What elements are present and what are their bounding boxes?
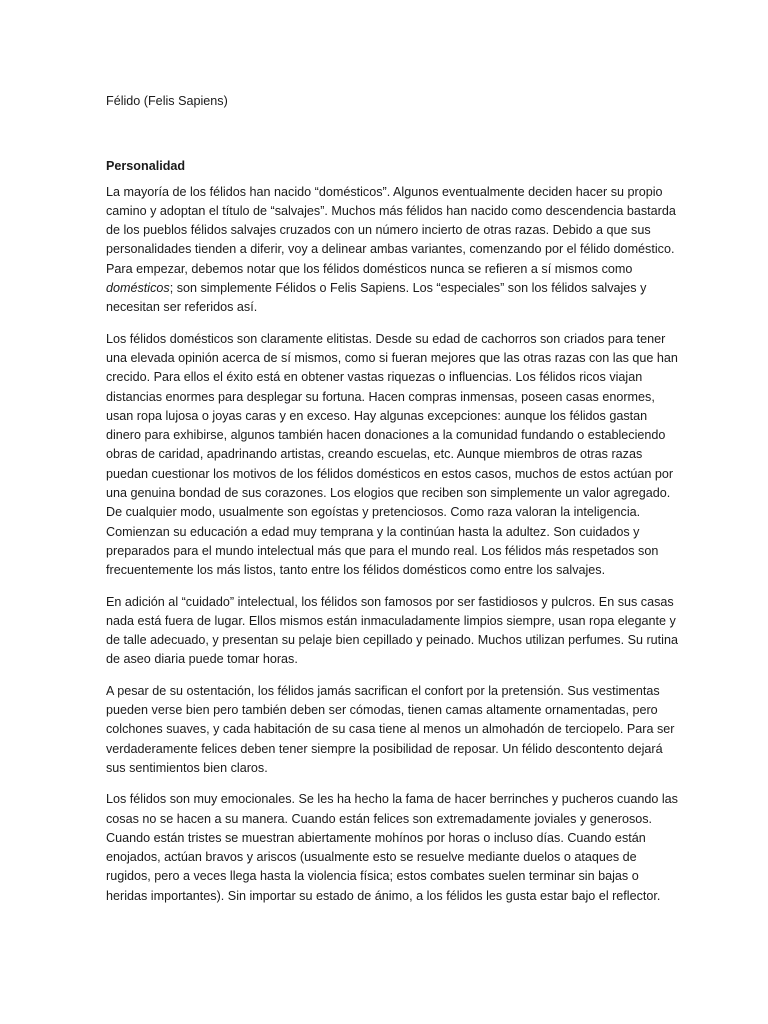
paragraph-1-emphasis: domésticos xyxy=(106,281,170,296)
paragraph-5: Los félidos son muy emocionales. Se les ha hecho la fama de hacer berrinches y pucheros cuando las cosas no se hacen a su manera. Cuando están felices son extremadamente joviales y generosos. Cuando están tristes se muestran abiertamente mohínos por horas o incluso días. Cuando están enojados, actúan bravos y ariscos (usualmente esto se resuelve mediante duelos o ataques de rugidos, pero a veces llega hasta la violencia física; estos combates suelen terminar sin bajas o heridas importantes). Sin importar su estado de ánimo, a los félidos les gusta estar bajo el reflector. xyxy=(106,792,678,903)
paragraph-2: Los félidos domésticos son claramente elitistas. Desde su edad de cachorros son criados para tener una elevada opinión acerca de sí mismos, como si fueran mejores que las otras razas con las que han crecido. Para ellos el éxito está en obtener vastas riquezas o influencias. Los félidos ricos viajan distancias enormes para desplegar su fortuna. Hacen compras inmensas, poseen casas enormes, usan ropa lujosa o joyas caras y en exceso. Hay algunas excepciones: aunque los félidos gastan dinero para exhibirse, algunos también hacen donaciones a la comunidad fundando o estableciendo obras de caridad, apadrinando artistas, creando escuelas, etc. Aunque miembros de otras razas puedan cuestionar los motivos de los félidos domésticos en estos casos, muchos de estos actúan por una genuina bondad de sus corazones. Los elogios que reciben son simplemente un valor agregado. De cualquier modo, usualmente son egoístas y pretenciosos. Como raza valoran la inteligencia. Comienzan su educación a edad muy temprana y la continúan hasta la adultez. Son cuidados y preparados para el mundo intelectual más que para el mundo real. Los félidos más respetados son frecuentemente los más listos, tanto entre los félidos domésticos como entre los salvajes. xyxy=(106,331,678,578)
document-title: Félido (Felis Sapiens) xyxy=(106,94,228,108)
paragraph-3: En adición al “cuidado” intelectual, los félidos son famosos por ser fastidiosos y pulcros. En sus casas nada está fuera de lugar. Ellos mismos están inmaculadamente limpios siempre, usan ropa elegante y de talle adecuado, y presentan su pelaje bien cepillado y peinado. Muchos utilizan perfumes. Su rutina de aseo diaria puede tomar horas. xyxy=(106,594,678,667)
paragraph-4: A pesar de su ostentación, los félidos jamás sacrifican el confort por la pretensión. Sus vestimentas pueden verse bien pero también deben ser cómodas, tienen camas altamente ornamentadas, pero colchones suaves, y cada habitación de su casa tiene al menos un almohadón de terciopelo. Para ser verdaderamente felices deben tener siempre la posibilidad de reposar. Un félido descontento dejará sus sentimientos bien claros. xyxy=(106,683,675,775)
paragraph-1-text-after: ; son simplemente Félidos o Felis Sapiens. Los “especiales” son los félidos salvajes y necesitan ser referidos así. xyxy=(106,281,647,315)
paragraph-1-text-before: La mayoría de los félidos han nacido “domésticos”. Algunos eventualmente deciden hacer su propio camino y adoptan el título de “salvajes”. Muchos más félidos han nacido como descendencia bastarda de los pueblos félidos salvajes cruzados con un número incierto de otras razas. Debido a que sus personalidades tienden a diferir, voy a delinear ambas variantes, comenzando por el félido doméstico. Para empezar, debemos notar que los félidos domésticos nunca se refieren a sí mismos como xyxy=(106,184,676,276)
section-heading: Personalidad xyxy=(106,159,186,174)
paragraph-1 xyxy=(106,183,682,318)
